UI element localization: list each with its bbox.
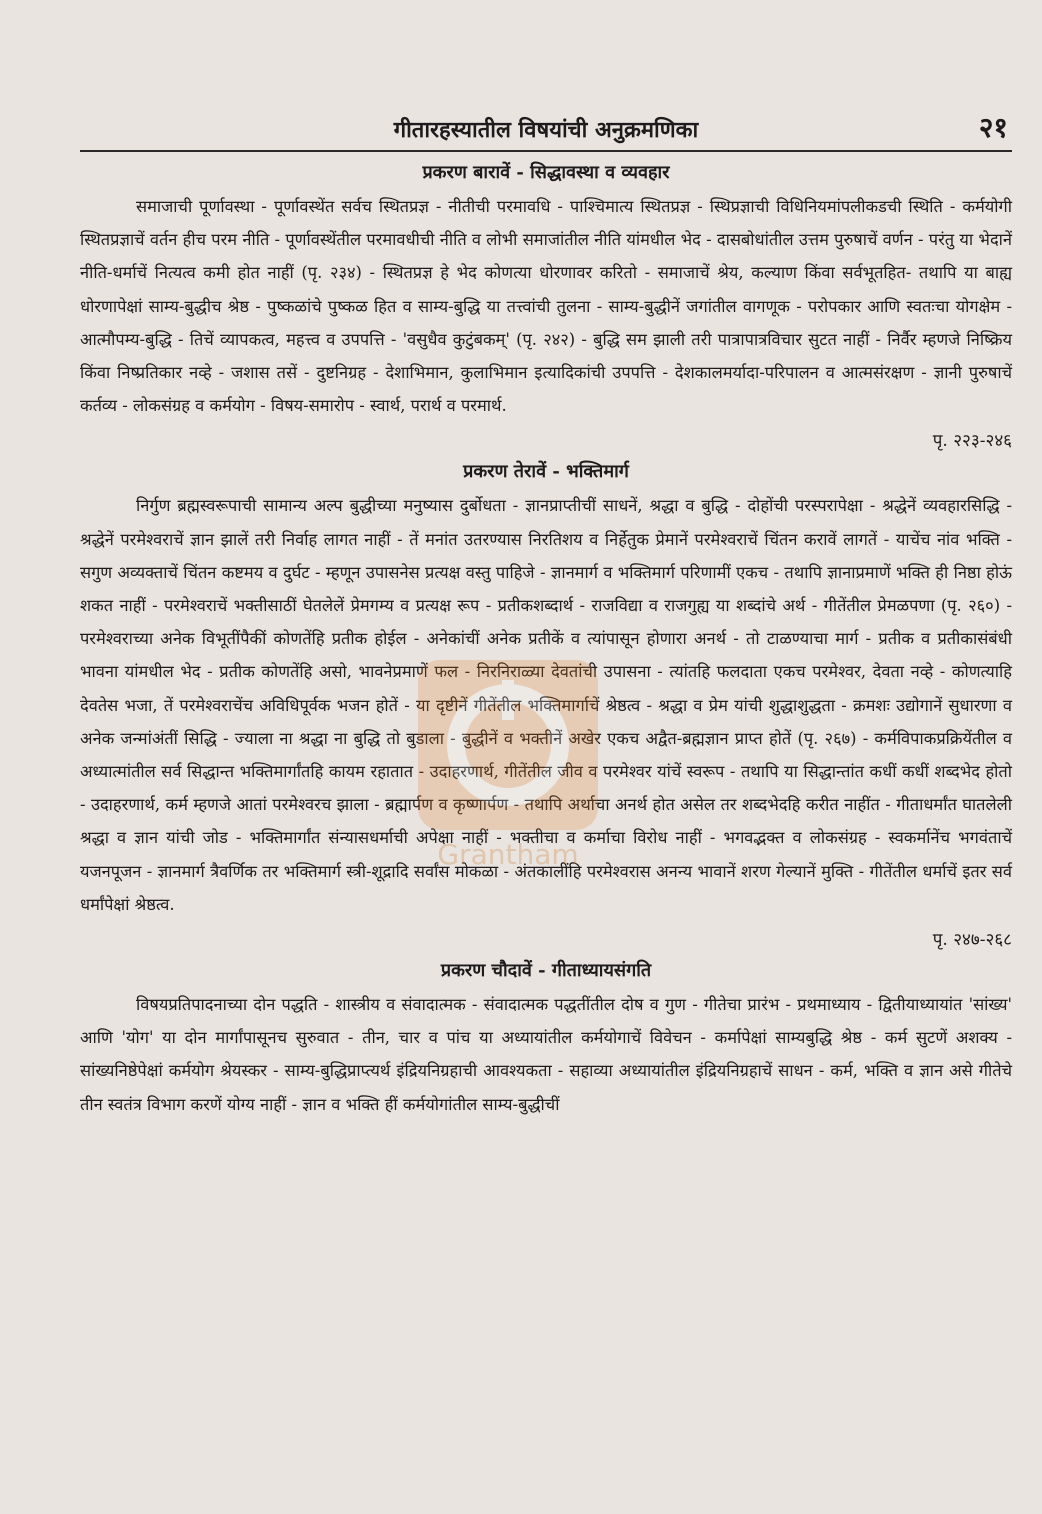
chapter-summary: समाजाची पूर्णावस्था - पूर्णावस्थेंत सर्वच स्थितप्रज्ञ - नीतीची परमावधि - पाश्चिमात्य स्थितप्रज्ञ - स्थिप्रज्ञाची विधिनियमांपलीकडची स्थिति - कर्मयोगी स्थितप्रज्ञाचें वर्तन हीच परम नीति - पूर्णावस्थेंतील परमावधीची नीति व लोभी समाजांतील नीति यांमधील भेद - दासबोधांतील उत्तम पुरुषाचें वर्णन - परंतु या भेदानें नीति-धर्माचें नित्यत्व कमी होत नाहीं (पृ. २३४) - स्थितप्रज्ञ हे भेद कोणत्या धोरणावर करितो - समाजाचें श्रेय, कल्याण किंवा सर्वभूतहित- तथापि या बाह्य धोरणापेक्षां साम्य-बुद्धीच श्रेष्ठ - पुष्कळांचे पुष्कळ हित व साम्य-बुद्धि या तत्त्वांची तुलना - साम्य-बुद्धीनें जगांतील वागणूक - परोपकार आणि स्वतःचा योगक्षेम - आत्मौपम्य-बुद्धि - तिचें व्यापकत्व, महत्त्व व उपपत्ति - 'वसुधैव कुटुंबकम्' (पृ. २४२) - बुद्धि सम झाली तरी पात्रापात्रविचार सुटत नाहीं - निर्वैर म्हणजे निष्क्रिय किंवा निष्प्रतिकार नव्हे - जशास तसें - दुष्टनिग्रह - देशाभिमान, कुलाभिमान इत्यादिकांची उपपत्ति - देशकालमर्यादा-परिपालन व आत्मसंरक्षण - ज्ञानी पुरुषाचें कर्तव्य - लोकसंग्रह व कर्मयोग - विषय-समारोप - स्वार्थ, परार्थ व परमार्थ.: [80, 197, 1012, 416]
chapter-summary: निर्गुण ब्रह्मस्वरूपाची सामान्य अल्प बुद्धीच्या मनुष्यास दुर्बोधता - ज्ञानप्राप्तीचीं साधनें, श्रद्धा व बुद्धि - दोहोंची परस्परापेक्षा - श्रद्धेनें व्यवहारसिद्धि - श्रद्धेनें परमेश्वराचें ज्ञान झालें तरी निर्वाह लागत नाहीं - तें मनांत उतरण्यास निरतिशय व निर्हेतुक प्रेमानें परमेश्वराचें चिंतन करावें लागतें - याचेंच नांव भक्ति - सगुण अव्यक्ताचें चिंतन कष्टमय व दुर्घट - म्हणून उपासनेस प्रत्यक्ष वस्तु पाहिजे - ज्ञानमार्ग व भक्तिमार्ग परिणामीं एकच - तथापि ज्ञानाप्रमाणें भक्ति ही निष्ठा होऊं शकत नाहीं - परमेश्वराचें भक्तीसाठीं घेतलेलें प्रेमगम्य व प्रत्यक्ष रूप - प्रतीकशब्दार्थ - राजविद्या व राजगुह्य या शब्दांचे अर्थ - गीतेंतील प्रेमळपणा (पृ. २६०) - परमेश्वराच्या अनेक विभूतींपैकीं कोणतेंहि प्रतीक होईल - अनेकांचीं अनेक प्रतीकें व त्यांपासून होणारा अनर्थ - तो टाळण्याचा मार्ग - प्रतीक व प्रतीकासंबंधी भावना यांमधील भेद - प्रतीक कोणतेंहि असो, भावनेप्रमाणें फल - निरनिराळ्या देवतांची उपासना - त्यांतहि फलदाता एकच परमेश्वर, देवता नव्हे - कोणत्याहि देवतेस भजा, तें परमेश्वराचेंच अविधिपूर्वक भजन होतें - या दृष्टीनें गीतेंतील भक्तिमार्गाचें श्रेष्ठत्व - श्रद्धा व प्रेम यांची शुद्धाशुद्धता - क्रमशः उद्योगानें सुधारणा व अनेक जन्मांअंतीं सिद्धि - ज्याला ना श्रद्धा ना बुद्धि तो बुडाला - बुद्धीनें व भक्तीनें अखेर एकच अद्वैत-ब्रह्मज्ञान प्राप्त होतें (पृ. २६७) - कर्मविपाकप्रक्रियेंतील व अध्यात्मांतील सर्व सिद्धान्त भक्तिमार्गांतहि कायम रहातात - उदाहरणार्थ, गीतेंतील जीव व परमेश्वर यांचें स्वरूप - तथापि या सिद्धान्तांत कधीं कधीं शब्दभेद होतो - उदाहरणार्थ, कर्म म्हणजे आतां परमेश्वरच झाला - ब्रह्मार्पण व कृष्णार्पण - तथापि अर्थाचा अनर्थ होत असेल तर शब्दभेदहि करीत नाहींत - गीताधर्मांत घातलेली श्रद्धा व ज्ञान यांची जोड - भक्तिमार्गांत संन्यासधर्माची अपेक्षा नाहीं - भक्तीचा व कर्माचा विरोध नाहीं - भगवद्भक्त व लोकसंग्रह - स्वकर्मानेंच भगवंताचें यजनपूजन - ज्ञानमार्ग त्रैवर्णिक तर भक्तिमार्ग स्त्री-शूद्रादि सर्वांस मोकळा - अंतकालींहि परमेश्वरास अनन्य भावानें शरण गेल्यानें मुक्ति - गीतेंतील धर्माचें इतर सर्व धर्मांपेक्षां श्रेष्ठत्व.: [80, 496, 1012, 914]
chapter-14: [80, 958, 1012, 1121]
chapter-heading: प्रकरण चौदावें - गीताध्यायसंगति: [440, 960, 652, 982]
running-title: गीतारहस्यातील विषयांची अनुक्रमणिका: [393, 117, 699, 143]
running-head: [80, 112, 1012, 152]
chapter-13: [80, 459, 1012, 950]
page-range: पृ. २४७-२६८: [932, 930, 1012, 951]
page-number: २१: [978, 111, 1008, 144]
chapter-heading: प्रकरण तेरावें - भक्तिमार्ग: [463, 461, 629, 483]
watermark-text: Grantham: [437, 838, 579, 871]
page-range: पृ. २२३-२४६: [932, 431, 1012, 452]
chapter-summary: विषयप्रतिपादनाच्या दोन पद्धति - शास्त्रीय व संवादात्मक - संवादात्मक पद्धतींतील दोष व गुण - गीतेचा प्रारंभ - प्रथमाध्याय - द्वितीयाध्यायांत 'सांख्य' आणि 'योग' या दोन मार्गांपासूनच सुरुवात - तीन, चार व पांच या अध्यायांतील कर्मयोगाचें विवेचन - कर्मापेक्षां साम्यबुद्धि श्रेष्ठ - कर्म सुटणें अशक्य - सांख्यनिष्ठेपेक्षां कर्मयोग श्रेयस्कर - साम्य-बुद्धिप्राप्त्यर्थ इंद्रियनिग्रहाची आवश्यकता - सहाव्या अध्यायांतील इंद्रियनिग्रहाचें साधन - कर्म, भक्ति व ज्ञान असे गीतेचे तीन स्वतंत्र विभाग करणें योग्य नाहीं - ज्ञान व भक्ति हीं कर्मयोगांतील साम्य-बुद्धीचीं: [80, 995, 1012, 1114]
chapter-12: [80, 160, 1012, 451]
chapter-heading: प्रकरण बारावें - सिद्धावस्था व व्यवहार: [422, 162, 670, 183]
